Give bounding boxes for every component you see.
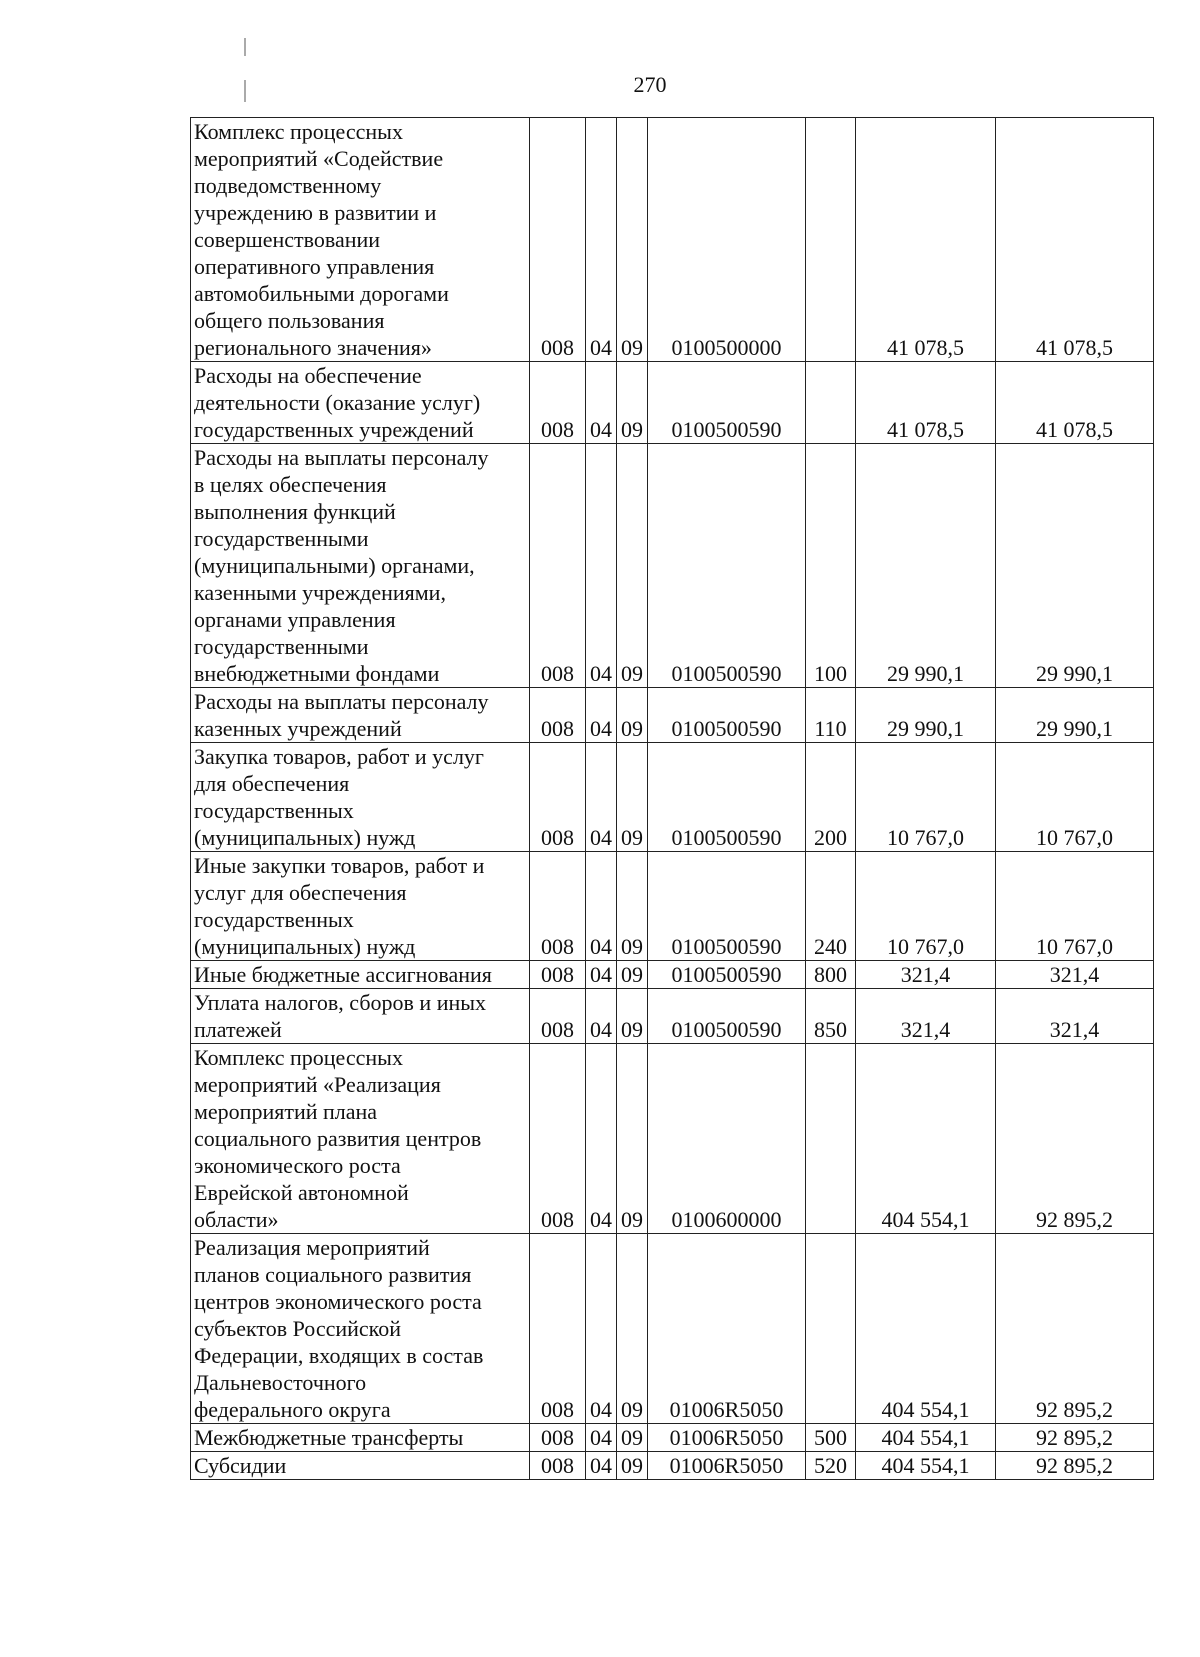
expense-type-code [806,743,856,852]
amount-second-text: 29 990,1 [1036,661,1113,686]
table-row [191,444,1154,688]
expense-type-code [806,989,856,1044]
section-code-text: 04 [590,1017,612,1042]
ministry-code [530,362,586,444]
target-article-code [648,444,806,688]
row-description [191,989,530,1044]
amount-first [856,852,996,961]
amount-second [996,444,1154,688]
section-code [586,1424,617,1452]
amount-first [856,1234,996,1424]
target-article-code [648,989,806,1044]
amount-second-text: 321,4 [1049,962,1100,987]
amount-first-text: 321,4 [900,962,951,987]
amount-first [856,1424,996,1452]
amount-first [856,1452,996,1480]
target-article-code-text: 01006R5050 [669,1397,784,1422]
amount-first [856,1044,996,1234]
table-row [191,961,1154,989]
row-description [191,961,530,989]
budget-table [190,117,1154,1480]
ministry-code-text: 008 [541,1397,574,1422]
target-article-code [648,118,806,362]
target-article-code [648,743,806,852]
section-code-text: 04 [590,1397,612,1422]
ministry-code-text: 008 [541,962,574,987]
section-code [586,961,617,989]
subsection-code [617,989,648,1044]
subsection-code [617,362,648,444]
amount-second-text: 29 990,1 [1036,716,1113,741]
amount-second-text: 92 895,2 [1036,1425,1113,1450]
ministry-code-text: 008 [541,1207,574,1232]
section-code-text: 04 [590,825,612,850]
target-article-code-text: 0100500590 [671,1017,782,1042]
amount-second [996,1234,1154,1424]
ministry-code-text: 008 [541,417,574,442]
amount-first-text: 10 767,0 [887,825,964,850]
target-article-code [648,961,806,989]
expense-type-code-text: 800 [814,962,847,987]
ministry-code [530,961,586,989]
table-row [191,362,1154,444]
amount-first [856,989,996,1044]
subsection-code-text: 09 [621,335,643,360]
amount-second [996,1424,1154,1452]
amount-second [996,852,1154,961]
amount-second [996,961,1154,989]
section-code-text: 04 [590,934,612,959]
section-code [586,743,617,852]
ministry-code [530,989,586,1044]
table-row [191,688,1154,743]
row-description-text: Комплекс процессных мероприятий «Содействие подведомственному учреждению в развитии и совершенствовании оперативного управления автомобильными дорогами общего пользования регионального значения» [194,119,449,360]
target-article-code-text: 01006R5050 [669,1425,784,1450]
amount-second [996,118,1154,362]
expense-type-code-text: 110 [814,716,847,741]
section-code [586,1044,617,1234]
ministry-code [530,118,586,362]
amount-first [856,118,996,362]
row-description [191,362,530,444]
row-description-text: Межбюджетные трансферты [194,1425,464,1450]
table-row [191,989,1154,1044]
section-code-text: 04 [590,1207,612,1232]
row-description-text: Субсидии [194,1453,287,1478]
page-number: 270 [633,72,667,97]
amount-second [996,743,1154,852]
section-code [586,989,617,1044]
subsection-code-text: 09 [621,1453,643,1478]
table-body [191,118,1154,1480]
expense-type-code [806,961,856,989]
section-code [586,118,617,362]
expense-type-code-text: 200 [814,825,847,850]
ministry-code-text: 008 [541,716,574,741]
ministry-code-text: 008 [541,1425,574,1450]
row-description-text: Комплекс процессных мероприятий «Реализация мероприятий плана социального развития центров экономического роста Еврейской автономной области» [194,1045,482,1232]
section-code-text: 04 [590,417,612,442]
subsection-code [617,852,648,961]
expense-type-code [806,1452,856,1480]
section-code-text: 04 [590,661,612,686]
amount-first-text: 404 554,1 [881,1453,970,1478]
section-code [586,1452,617,1480]
expense-type-code [806,852,856,961]
table-row [191,1234,1154,1424]
row-description-text: Расходы на обеспечение деятельности (оказание услуг) государственных учреждений [194,363,481,442]
row-description-text: Иные закупки товаров, работ и услуг для обеспечения государственных (муниципальных) нужд [194,853,485,959]
amount-first [856,688,996,743]
subsection-code [617,1424,648,1452]
expense-type-code-text: 500 [814,1425,847,1450]
row-description [191,852,530,961]
subsection-code-text: 09 [621,825,643,850]
amount-second-text: 92 895,2 [1036,1397,1113,1422]
amount-first-text: 321,4 [900,1017,951,1042]
target-article-code-text: 0100500590 [671,716,782,741]
subsection-code [617,444,648,688]
ministry-code-text: 008 [541,934,574,959]
target-article-code-text: 0100500590 [671,825,782,850]
subsection-code-text: 09 [621,1397,643,1422]
ministry-code-text: 008 [541,1453,574,1478]
target-article-code [648,362,806,444]
amount-second-text: 10 767,0 [1036,934,1113,959]
amount-first-text: 29 990,1 [887,661,964,686]
expense-type-code-text: 520 [814,1453,847,1478]
target-article-code [648,1452,806,1480]
subsection-code-text: 09 [621,716,643,741]
target-article-code [648,1044,806,1234]
subsection-code-text: 09 [621,934,643,959]
amount-first-text: 10 767,0 [887,934,964,959]
amount-first-text: 404 554,1 [881,1397,970,1422]
row-description [191,444,530,688]
table-row [191,1044,1154,1234]
target-article-code-text: 0100500590 [671,417,782,442]
ministry-code [530,688,586,743]
subsection-code [617,961,648,989]
ministry-code [530,1424,586,1452]
section-code-text: 04 [590,1453,612,1478]
subsection-code-text: 09 [621,1207,643,1232]
subsection-code-text: 09 [621,1017,643,1042]
scan-mark [244,38,246,56]
target-article-code-text: 01006R5050 [669,1453,784,1478]
section-code [586,362,617,444]
ministry-code-text: 008 [541,825,574,850]
amount-first [856,444,996,688]
table-row [191,1452,1154,1480]
target-article-code-text: 0100500590 [671,661,782,686]
subsection-code [617,688,648,743]
subsection-code [617,1044,648,1234]
subsection-code [617,118,648,362]
expense-type-code [806,1234,856,1424]
subsection-code-text: 09 [621,1425,643,1450]
amount-first-text: 404 554,1 [881,1207,970,1232]
amount-second-text: 92 895,2 [1036,1207,1113,1232]
ministry-code-text: 008 [541,335,574,360]
ministry-code-text: 008 [541,1017,574,1042]
row-description-text: Расходы на выплаты персоналу в целях обеспечения выполнения функций государственными (муниципальными) органами, казенными учреждениями, органами управления государственными внебюджетными фондами [194,445,489,686]
ministry-code [530,743,586,852]
section-code-text: 04 [590,962,612,987]
ministry-code [530,1044,586,1234]
table-row [191,852,1154,961]
subsection-code-text: 09 [621,962,643,987]
row-description [191,1424,530,1452]
row-description-text: Уплата налогов, сборов и иных платежей [194,990,487,1042]
amount-first-text: 41 078,5 [887,335,964,360]
subsection-code [617,1234,648,1424]
section-code [586,852,617,961]
target-article-code-text: 0100500000 [671,335,782,360]
amount-second-text: 41 078,5 [1036,417,1113,442]
ministry-code [530,1234,586,1424]
row-description-text: Иные бюджетные ассигнования [194,962,492,987]
section-code [586,688,617,743]
table-row [191,1424,1154,1452]
ministry-code [530,444,586,688]
row-description [191,1452,530,1480]
target-article-code [648,1424,806,1452]
expense-type-code [806,362,856,444]
ministry-code-text: 008 [541,661,574,686]
expense-type-code-text: 240 [814,934,847,959]
row-description [191,1234,530,1424]
amount-second-text: 92 895,2 [1036,1453,1113,1478]
amount-second-text: 321,4 [1049,1017,1100,1042]
expense-type-code [806,444,856,688]
amount-second [996,362,1154,444]
amount-second [996,688,1154,743]
amount-second-text: 10 767,0 [1036,825,1113,850]
row-description [191,688,530,743]
section-code-text: 04 [590,716,612,741]
amount-first [856,961,996,989]
subsection-code-text: 09 [621,661,643,686]
table-row [191,743,1154,852]
section-code-text: 04 [590,1425,612,1450]
table-row [191,118,1154,362]
row-description [191,118,530,362]
expense-type-code [806,118,856,362]
target-article-code [648,688,806,743]
ministry-code [530,1452,586,1480]
amount-second [996,1452,1154,1480]
target-article-code [648,852,806,961]
expense-type-code-text: 850 [814,1017,847,1042]
row-description-text: Расходы на выплаты персоналу казенных учреждений [194,689,489,741]
target-article-code-text: 0100600000 [671,1207,782,1232]
section-code [586,444,617,688]
row-description-text: Реализация мероприятий планов социального развития центров экономического роста субъектов Российской Федерации, входящих в состав Дальневосточного федерального округа [194,1235,484,1422]
expense-type-code-text: 100 [814,661,847,686]
amount-first-text: 29 990,1 [887,716,964,741]
amount-first-text: 404 554,1 [881,1425,970,1450]
target-article-code [648,1234,806,1424]
subsection-code-text: 09 [621,417,643,442]
target-article-code-text: 0100500590 [671,934,782,959]
ministry-code [530,852,586,961]
target-article-code-text: 0100500590 [671,962,782,987]
expense-type-code [806,1424,856,1452]
amount-first [856,362,996,444]
section-code-text: 04 [590,335,612,360]
amount-first-text: 41 078,5 [887,417,964,442]
section-code [586,1234,617,1424]
row-description [191,743,530,852]
expense-type-code [806,1044,856,1234]
amount-second-text: 41 078,5 [1036,335,1113,360]
expense-type-code [806,688,856,743]
row-description-text: Закупка товаров, работ и услуг для обеспечения государственных (муниципальных) нужд [194,744,484,850]
amount-second [996,989,1154,1044]
amount-second [996,1044,1154,1234]
row-description [191,1044,530,1234]
subsection-code [617,1452,648,1480]
subsection-code [617,743,648,852]
amount-first [856,743,996,852]
scan-mark [244,80,246,102]
